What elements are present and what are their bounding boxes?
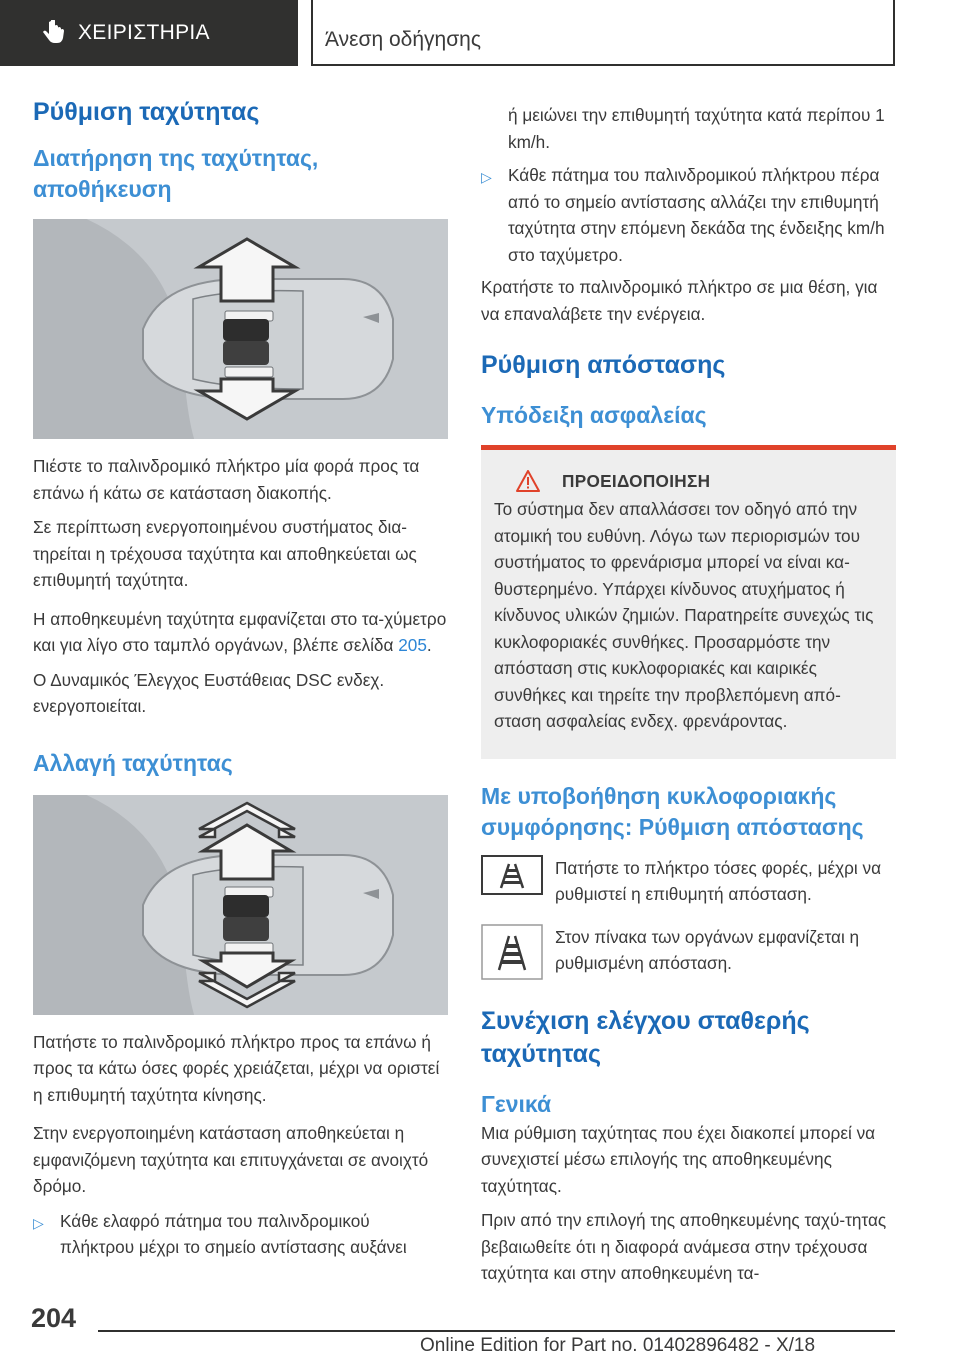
heading-traffic-jam-assist: Με υποβοήθηση κυκλοφοριακής συμφόρησης: Ρύθμιση απόστασης bbox=[481, 782, 864, 840]
paragraph-general-2: Πριν από την επιλογή της αποθηκευμένης ταχύ-τητας βεβαιωθείτε ότι η διαφορά ανάμεσα στην τρέχουσα ταχύτητα και στην αποθηκευμένη τα- bbox=[481, 1210, 887, 1283]
distance-display-text: Στον πίνακα των οργάνων εμφανίζεται η ρυθμισμένη απόσταση. bbox=[555, 926, 860, 973]
paragraph-general-1: Μια ρύθμιση ταχύτητας που έχει διακοπεί μπορεί να συνεχιστεί μέσω επιλογής της αποθηκευμένης ταχύτητας. bbox=[481, 1122, 876, 1196]
icon-row-distance-display bbox=[481, 924, 896, 985]
steering-wheel-figure-1 bbox=[33, 219, 448, 439]
heading-distance-setting: Ρύθμιση απόστασης bbox=[481, 351, 726, 379]
stored-speed-text: Η αποθηκευμένη ταχύτητα εμφανίζεται στο τα-χύμετρο και για λίγο στο ταμπλό οργάνων, βλέπε σελίδα bbox=[33, 608, 447, 655]
distance-button-text: Πατήστε το πλήκτρο τόσες φορές, μέχρι να ρυθμιστεί η επιθυμητή απόσταση. bbox=[555, 857, 882, 904]
warning-box bbox=[481, 445, 896, 759]
chapter-tab[interactable] bbox=[0, 0, 298, 66]
bullet-light-press-text: Κάθε ελαφρό πάτημα του παλινδρομικού πλήκτρου μέχρι το σημείο αντίστασης αυξάνει bbox=[60, 1210, 407, 1257]
stored-speed-period: . bbox=[426, 635, 432, 655]
warning-triangle-icon bbox=[516, 470, 540, 492]
steering-wheel-figure-2 bbox=[33, 795, 448, 1015]
paragraph-dsc: Ο Δυναμικός Έλεγχος Ευστάθειας DSC ενδεχ. ενεργοποιείται. bbox=[33, 669, 385, 716]
icon-row-distance-button bbox=[481, 855, 896, 908]
section-header: Άνεση οδήγησης bbox=[311, 0, 895, 66]
paragraph-hold-key: Κρατήστε το παλινδρομικό πλήκτρο σε μια θέση, για να επαναλάβετε την ενέργεια. bbox=[481, 277, 878, 324]
distance-button-svg bbox=[481, 855, 543, 895]
paragraph-press-repeatedly: Πατήστε το παλινδρομικό πλήκτρο προς τα επάνω ή προς τα κάτω όσες φορές χρειάζεται, μέχρι να οριστεί η επιθυμητή ταχύτητα κίνησης. bbox=[33, 1031, 440, 1105]
warning-title: ΠΡΟΕΙΔΟΠΟΙΗΣΗ bbox=[562, 470, 711, 491]
heading-change-speed: Αλλαγή ταχύτητας bbox=[33, 749, 233, 776]
page-link-205[interactable]: 205 bbox=[398, 635, 427, 655]
bullet-light-press-cont: ή μειώνει την επιθυμητή ταχύτητα κατά περίπου 1 km/h. bbox=[508, 105, 885, 152]
distance-display-icon bbox=[481, 924, 543, 985]
paragraph-press-once: Πιέστε το παλινδρομικό πλήκτρο μία φορά προς τα επάνω ή κάτω σε κατάσταση διακοπής. bbox=[33, 456, 420, 503]
bullet-full-press bbox=[481, 162, 896, 268]
steering-wheel-illustration-2 bbox=[33, 795, 448, 1015]
triangle-bullet-icon: ▷ bbox=[481, 169, 492, 185]
footer-divider bbox=[98, 1330, 895, 1332]
paragraph-stored-speed bbox=[33, 606, 448, 659]
warning-text: Το σύστημα δεν απαλλάσσει τον οδηγό από την ατομική του ευθύνη. Λόγω των περιορισμών του συστήματος το φρενάρισμα μπορεί να είναι κα-θυστερημένο. Υπάρχει κίνδυνος ατυχήματος ή κίνδυνος υλικών ζημιών. Παρατηρείτε συνεχώς τις κυκλοφοριακές συνθήκες. Προσαρμόστε την απόσταση στις κυκλοφοριακές και καιρικές συνθήκες και τηρείτε την προβλεπόμενη από-σταση ασφαλείας ενδεχ. φρενάροντας. bbox=[494, 499, 874, 731]
heading-keep-store-speed: Διατήρηση της ταχύτητας, αποθήκευση bbox=[33, 145, 319, 202]
bullet-light-press bbox=[33, 1208, 448, 1261]
bullet-full-press-text: Κάθε πάτημα του παλινδρομικού πλήκτρου πέρα από το σημείο αντίστασης αλλάζει την επιθυμητή ταχύτητα στην επόμενη δεκάδα της ένδειξης km/h στο ταχύμετρο. bbox=[508, 165, 885, 265]
distance-display-svg bbox=[481, 924, 543, 980]
left-column bbox=[33, 96, 448, 1261]
paragraph-system-on: Σε περίπτωση ενεργοποιημένου συστήματος δια-τηρείται η τρέχουσα ταχύτητα και αποθηκεύεται ως επιθυμητή ταχύτητα. bbox=[33, 517, 417, 590]
triangle-bullet-icon: ▷ bbox=[33, 1214, 44, 1231]
heading-speed-setting: Ρύθμιση ταχύτητας bbox=[33, 98, 260, 126]
hand-pointer-icon bbox=[40, 20, 66, 46]
heading-resume-cruise: Συνέχιση ελέγχου σταθερής ταχύτητας bbox=[481, 1006, 810, 1068]
distance-button-icon bbox=[481, 855, 543, 900]
footer-edition: Online Edition for Part no. 01402896482 - X/18 bbox=[420, 1335, 960, 1362]
chapter-tab-label: ΧΕΙΡΙΣΤΗΡΙΑ bbox=[78, 21, 210, 44]
warning-header bbox=[494, 470, 883, 492]
heading-general: Γενικά bbox=[481, 1090, 552, 1117]
heading-safety-note: Υπόδειξη ασφαλείας bbox=[481, 402, 707, 428]
page-number: 204 bbox=[31, 1303, 77, 1333]
steering-wheel-illustration bbox=[33, 219, 448, 439]
paragraph-activated-state: Στην ενεργοποιημένη κατάσταση αποθηκεύεται η εμφανιζόμενη ταχύτητα και επιτυγχάνεται σε ανοιχτό δρόμο. bbox=[33, 1123, 429, 1196]
right-column bbox=[481, 96, 896, 1287]
